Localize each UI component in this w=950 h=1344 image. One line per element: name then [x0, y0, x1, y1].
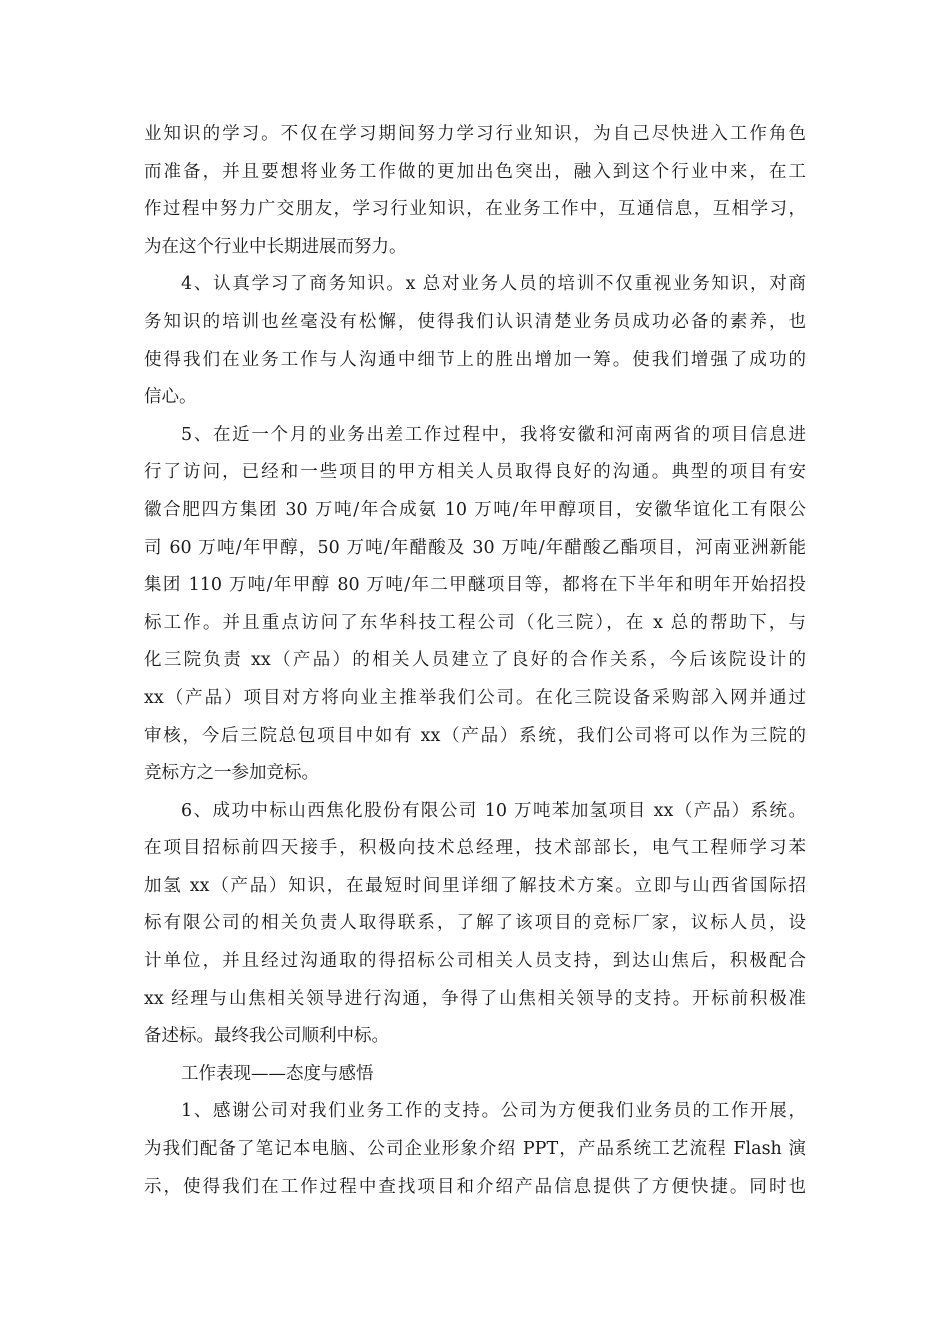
text-line: 为在这个行业中长期进展而努力。 — [144, 236, 407, 257]
text-line: 标工作。并且重点访问了东华科技工程公司（化三院），在 x 总的帮助下，与 — [144, 612, 806, 633]
text-line: 1、感谢公司对我们业务工作的支持。公司为方便我们业务员的工作开展， — [181, 1101, 806, 1122]
text-line: 化三院负责 xx（产品）的相关人员建立了良好的合作关系，今后该院设计的 — [144, 650, 806, 671]
text-line: 工作表现——态度与感悟 — [181, 1063, 374, 1084]
text-line: 务知识的培训也丝毫没有松懈，使得我们认识清楚业务员成功必备的素养，也 — [144, 311, 806, 332]
text-line: 竞标方之一参加竞标。 — [144, 763, 319, 784]
text-line: 备述标。最终我公司顺利中标。 — [144, 1026, 389, 1047]
text-line: 4、认真学习了商务知识。x 总对业务人员的培训不仅重视业务知识，对商 — [181, 274, 806, 295]
text-line: 审核，今后三院总包项目中如有 xx（产品）系统，我们公司将可以作为三院的 — [144, 725, 806, 746]
text-line: 使得我们在业务工作与人沟通中细节上的胜出增加一筹。使我们增强了成功的 — [144, 349, 806, 370]
text-line: 6、成功中标山西焦化股份有限公司 10 万吨苯加氢项目 xx（产品）系统。 — [181, 800, 806, 821]
text-line: 在项目招标前四天接手，积极向技术总经理，技术部部长，电气工程师学习苯 — [144, 838, 806, 859]
text-line: 业知识的学习。不仅在学习期间努力学习行业知识，为自己尽快进入工作角色 — [144, 124, 806, 144]
text-line: 信心。 — [144, 387, 197, 408]
text-line: 而准备，并且要想将业务工作做的更加出色突出，融入到这个行业中来，在工 — [144, 161, 806, 182]
text-line: 示，使得我们在工作过程中查找项目和介绍产品信息提供了方便快捷。同时也 — [144, 1176, 806, 1197]
text-line: 标有限公司的相关负责人取得联系，了解了该项目的竞标厂家，议标人员，设 — [144, 913, 806, 934]
text-line: xx（产品）项目对方将向业主推举我们公司。在化三院设备采购部入网并通过 — [144, 687, 806, 708]
text-line: 作过程中努力广交朋友，学习行业知识，在业务工作中，互通信息，互相学习， — [144, 199, 806, 220]
text-line: 司 60 万吨/年甲醇，50 万吨/年醋酸及 30 万吨/年醋酸乙酯项目，河南亚洲新能 — [144, 537, 806, 558]
text-line: 行了访问，已经和一些项目的甲方相关人员取得良好的沟通。典型的项目有安 — [144, 462, 806, 483]
text-line: 为我们配备了笔记本电脑、公司企业形象介绍 PPT，产品系统工艺流程 Flash 演 — [144, 1139, 806, 1160]
text-line: 徽合肥四方集团 30 万吨/年合成氨 10 万吨/年甲醇项目，安徽华谊化工有限公 — [144, 499, 806, 520]
document-page — [144, 116, 806, 1206]
text-line: 加氢 xx（产品）知识，在最短时间里详细了解技术方案。立即与山西省国际招 — [144, 875, 806, 896]
text-line: xx 经理与山焦相关领导进行沟通，争得了山焦相关领导的支持。开标前积极准 — [144, 988, 806, 1009]
text-line: 计单位，并且经过沟通取的得招标公司相关人员支持，到达山焦后，积极配合 — [144, 951, 806, 972]
text-line: 集团 110 万吨/年甲醇 80 万吨/年二甲醚项目等，都将在下半年和明年开始招投 — [144, 575, 806, 596]
text-line: 5、在近一个月的业务出差工作过程中，我将安徽和河南两省的项目信息进 — [181, 424, 806, 445]
